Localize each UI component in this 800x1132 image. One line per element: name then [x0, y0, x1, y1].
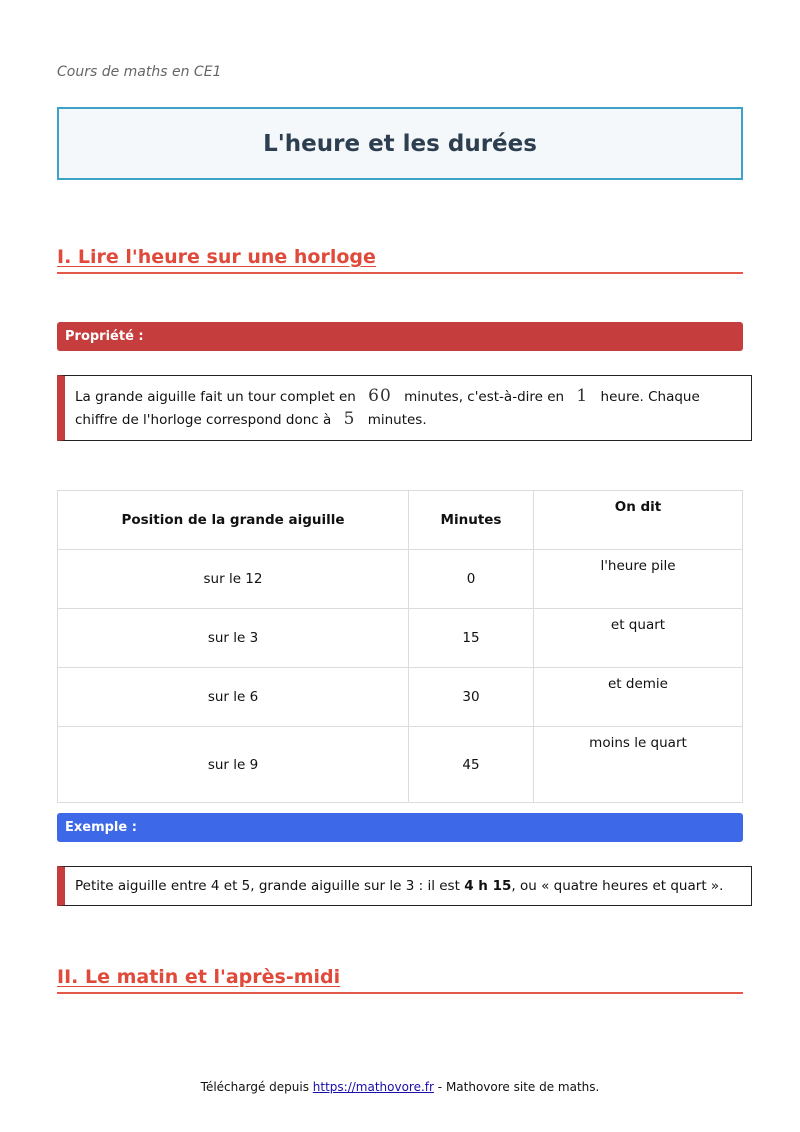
footer-link[interactable]: https://mathovore.fr	[312, 1080, 434, 1094]
title-box	[57, 107, 743, 180]
example-banner	[57, 813, 743, 842]
table-cell-minutes: 45	[409, 727, 534, 803]
property-text-1: La grande aiguille fait un tour complet en	[75, 389, 356, 405]
table-header-position: Position de la grande aiguille	[58, 491, 409, 550]
table-header-on-dit: On dit	[534, 491, 743, 550]
property-banner	[57, 322, 743, 351]
property-label: Propriété :	[65, 329, 144, 344]
table-header-minutes: Minutes	[409, 491, 534, 550]
example-label: Exemple :	[65, 820, 137, 835]
table-cell-on-dit: moins le quart	[534, 727, 743, 803]
property-text-2: minutes, c'est-à-dire en	[404, 389, 565, 405]
property-value-5: 5	[343, 409, 356, 429]
footer	[0, 1080, 800, 1094]
table-cell-minutes: 0	[409, 550, 534, 609]
section-2-title: II. Le matin et l'après-midi	[57, 966, 341, 988]
table-header-row	[58, 491, 743, 550]
footer-prefix: Téléchargé depuis	[200, 1080, 309, 1094]
section-1-title: I. Lire l'heure sur une horloge	[57, 246, 376, 268]
table-cell-position: sur le 9	[58, 727, 409, 803]
footer-suffix: - Mathovore site de maths.	[437, 1080, 600, 1094]
course-subtitle: Cours de maths en CE1	[57, 64, 222, 80]
table-cell-position: sur le 12	[58, 550, 409, 609]
hours-table	[57, 490, 743, 803]
property-value-1: 1	[576, 386, 589, 406]
table-cell-position: sur le 6	[58, 668, 409, 727]
section-2-heading	[57, 966, 743, 994]
section-1-heading	[57, 246, 743, 274]
table-row	[58, 609, 743, 668]
example-note	[57, 866, 752, 906]
example-time: 4 h 15	[464, 878, 512, 894]
property-note	[57, 375, 752, 441]
page-title: L'heure et les durées	[263, 130, 537, 157]
table-row	[58, 727, 743, 803]
table-row	[58, 550, 743, 609]
example-text-2: , ou « quatre heures et quart ».	[511, 878, 724, 894]
table-cell-on-dit: et demie	[534, 668, 743, 727]
table-cell-minutes: 30	[409, 668, 534, 727]
table-row	[58, 668, 743, 727]
table-cell-position: sur le 3	[58, 609, 409, 668]
example-text-1: Petite aiguille entre 4 et 5, grande aiguille sur le 3 : il est	[75, 878, 460, 894]
table-cell-on-dit: l'heure pile	[534, 550, 743, 609]
table-cell-on-dit: et quart	[534, 609, 743, 668]
table-cell-minutes: 15	[409, 609, 534, 668]
property-text-3: heure. Chaque chiffre de l'horloge correspond donc à	[75, 389, 700, 428]
property-text-4: minutes.	[367, 412, 427, 428]
property-value-60: 60	[368, 386, 392, 406]
